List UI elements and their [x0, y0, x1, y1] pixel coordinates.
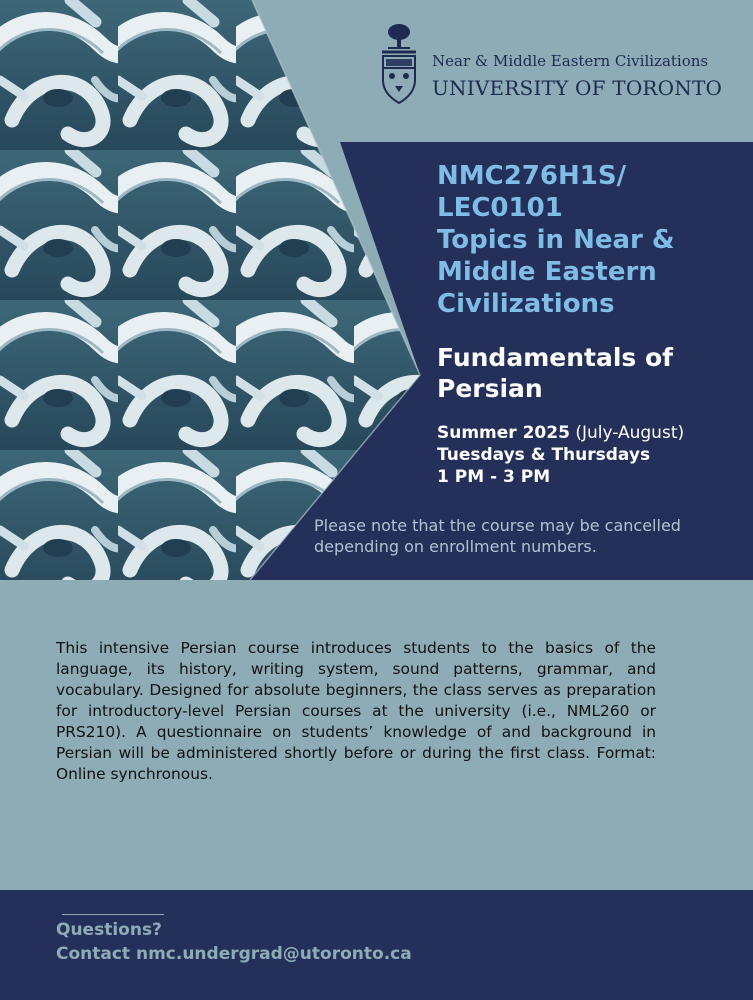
term-name: Summer 2025 [437, 423, 570, 443]
course-title-line: Civilizations [437, 289, 615, 319]
subtitle-line: Fundamentals of [437, 343, 674, 372]
footer-divider [62, 914, 164, 915]
course-description: This intensive Persian course introduces students to the basics of the language, its history, writing system, sound patterns, grammar, and vocabulary. Designed for absolute beginners, the class serves as preparation for introductory-level Persian courses at the university (i.e., NML260 or PRS210). A questionnaire on students’ knowledge of and background in Persian will be administered shortly before or during the first class. Format: Online synchronous. [56, 639, 656, 783]
university-name: UNIVERSITY OF TORONTO [432, 76, 723, 100]
term-line [437, 422, 747, 444]
course-title-line: Middle Eastern [437, 257, 657, 287]
cancellation-note: Please note that the course may be cancelled depending on enrollment numbers. [314, 516, 681, 556]
course-schedule [437, 422, 747, 488]
contact-email: Contact nmc.undergrad@utoronto.ca [56, 944, 412, 964]
department-name: Near & Middle Eastern Civilizations [432, 52, 709, 70]
course-code-line: NMC276H1S/ [437, 161, 627, 191]
meeting-time: 1 PM - 3 PM [437, 467, 551, 487]
course-title-line: Topics in Near & [437, 225, 675, 255]
course-subtitle [437, 342, 737, 404]
meeting-days: Tuesdays & Thursdays [437, 445, 651, 465]
term-months: (July-August) [569, 423, 685, 443]
subtitle-line: Persian [437, 374, 543, 403]
course-code-line: LEC0101 [437, 193, 563, 223]
university-crest-icon [378, 22, 420, 106]
questions-heading: Questions? [56, 920, 162, 940]
course-code-title [437, 160, 737, 320]
